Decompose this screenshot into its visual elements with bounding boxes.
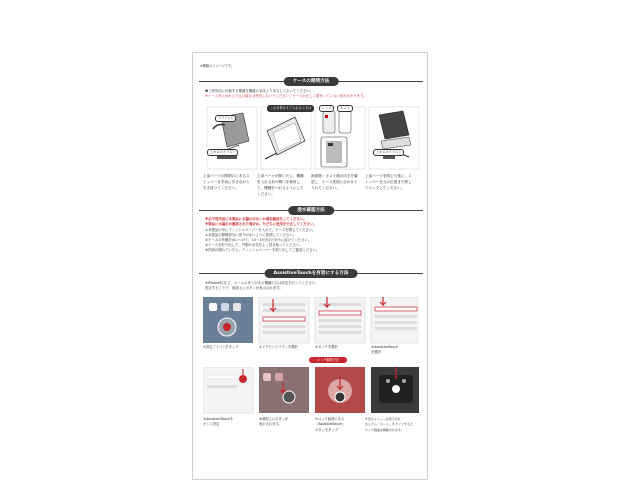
attach-step3-illustration <box>315 107 365 169</box>
section-assistive-title: AssistiveTouchを有効にする方法 <box>265 269 358 278</box>
screen-settings-icon <box>203 297 253 343</box>
attach-step4-illustration <box>369 107 419 169</box>
attach-caption-2: 上部パーツが開いたら、機種を入れる前の開口を使用して、機種をいれるようにしてください。 <box>257 174 304 196</box>
instruction-sheet <box>192 52 428 480</box>
attach-tag-topview-1: 上からのイラスト <box>207 149 238 156</box>
assistive-row1-screens <box>203 297 419 347</box>
attach-tag-topview-2: 上からのイラスト <box>373 149 404 156</box>
attach-caption-4: 上部パーツを閉じた後に、ストッパーを元の位置まで押してロックしてください。 <box>365 174 412 190</box>
attach-step2-illustration <box>261 107 311 169</box>
attach-tag-slide: スライド↑ <box>215 115 236 122</box>
section-attach-header <box>199 77 423 86</box>
assistive-step-6-caption: ⑥画面上にボタンが 表示されます。 <box>259 417 289 427</box>
section-assistive-header <box>199 269 423 278</box>
attach-tag-camera: カメラ <box>337 105 353 112</box>
attach-caption-3: 画面側・カメラ側の向きを確認し、ケース底面に合わせて入れてください。 <box>311 174 358 190</box>
corner-label: ※機種のイメージです。 <box>200 64 235 68</box>
assistive-step-5-caption: ⑤AssistiveTouchを オンに設定 <box>203 417 234 427</box>
assistive-step-2-caption: ②アクセシビリティを選択 <box>259 345 298 349</box>
attach-tag-lens: レンズ <box>319 105 334 112</box>
attach-note-2: ※ケース内に水が入り込む場合は使用しないでください。ケースが正しく閉まっていない恐れがあります。 <box>205 94 367 98</box>
leak-step-2: ②本製品の開閉部分に誤りがないように密閉してください。 <box>205 233 297 237</box>
leak-step-1: ①本製品の中にティッシュペーパーを入れて、ケースを閉じてください。 <box>205 228 316 232</box>
leak-note-2: ※製品に水漏れが確認された場合は、ただちに使用を中止してください。 <box>205 222 317 226</box>
screen-home-menu <box>371 367 419 413</box>
attach-tag-press: これを押さえて入れるときは <box>267 105 314 112</box>
leak-note-1: ※必ず使用前に本製品に水漏れがないか事前確認をしてください。 <box>205 217 307 221</box>
attach-note-1: ❶ご使用前に付属する機器を機器の本体より本当しておいてください。 <box>205 89 314 93</box>
screen-button-shown <box>259 367 309 413</box>
screen-touch <box>315 297 365 343</box>
assistive-step-1-caption: ①設定アイコンをタップ <box>203 345 239 349</box>
lock-release-band: ロック解除方法 <box>309 357 347 363</box>
screen-lock-tap <box>315 367 365 413</box>
assistive-step-7-caption: ⑦ロック画面にある 「AssistiveTouch」 ボタンをタップ <box>315 417 346 432</box>
assistive-note-2: 設定することで、画面上にボタンが表示されます。 <box>205 286 283 290</box>
leak-step-5: ⑤内部が濡れていたら、ティッシュペーパーを取り出してご確認ください。 <box>205 248 320 252</box>
screen-assistivetouch <box>371 297 419 343</box>
leak-step-4: ④ケースを取り出して、外側の水気をよく拭き取ってください。 <box>205 243 303 247</box>
section-leak-header <box>199 206 423 215</box>
screen-accessibility <box>259 297 309 343</box>
assistive-step-8-caption: ⑧表示メニューが表示され ましたら「ホーム」をタップすると ロック画面が解除されます。 <box>365 417 414 432</box>
assistive-step-3-caption: ③タッチを選択 <box>315 345 338 349</box>
screen-toggle-on <box>203 367 253 413</box>
assistive-row2-screens <box>203 367 419 417</box>
assistive-note-1: ※iPhone5Cなど、ホームボタンがある機種の方は設定を行ってください。 <box>205 281 319 285</box>
section-attach-title: ケースの開閉方法 <box>284 77 339 86</box>
assistive-step-4-caption: ④AssistiveTouch を選択 <box>371 345 398 355</box>
section-leak-title: 浸水確認方法 <box>288 206 334 215</box>
attach-caption-1: 上部パーツの開閉口にあるストッパーを手前に引きながら引き抜いてください。 <box>203 174 250 190</box>
leak-step-3: ③ケースの外側を水につけて、10〜15分ほど水中に浸けてください。 <box>205 238 312 242</box>
